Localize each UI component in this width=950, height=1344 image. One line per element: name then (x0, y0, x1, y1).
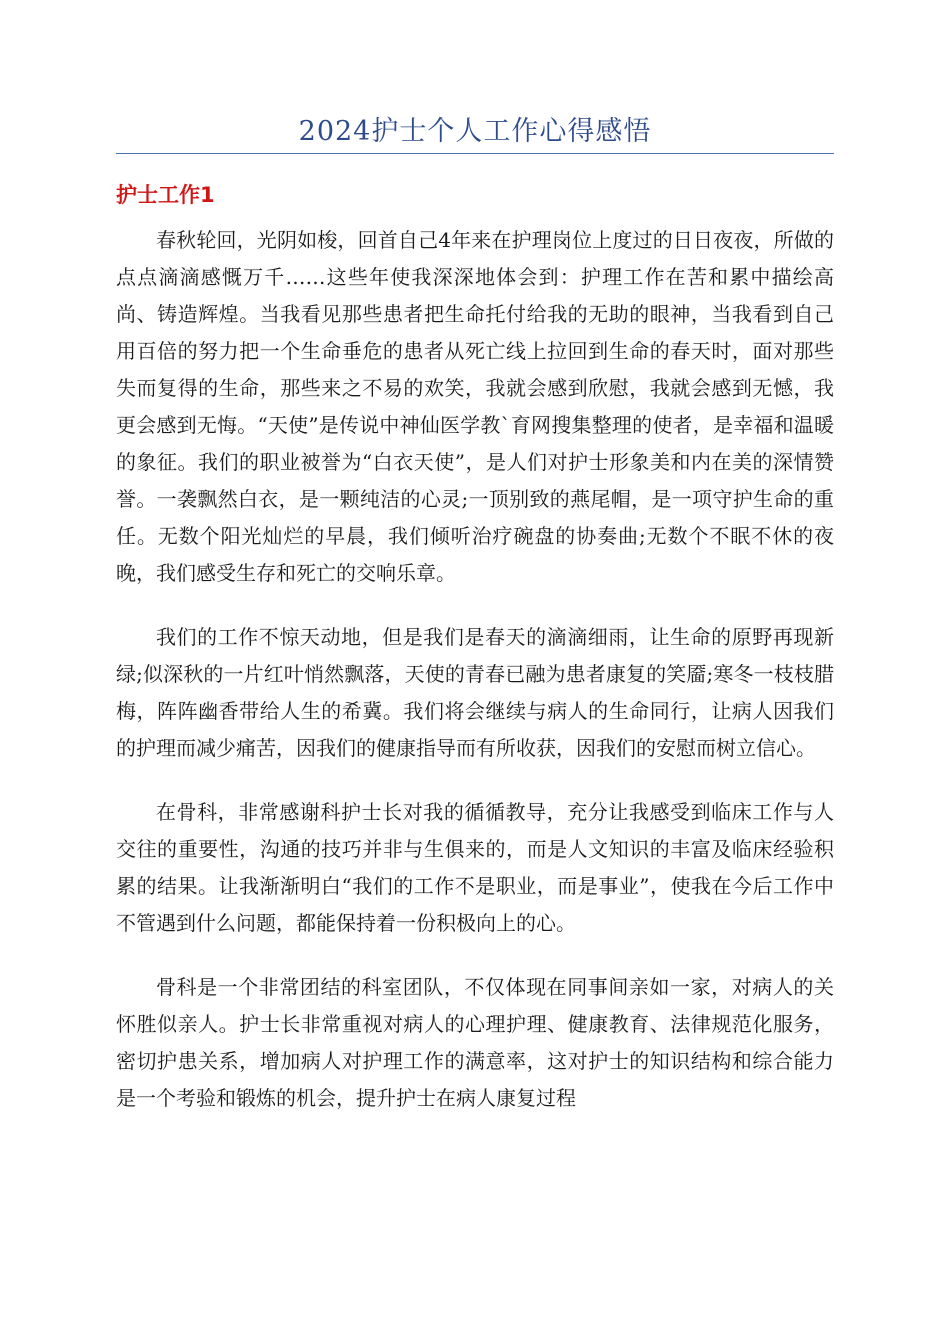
section-heading: 护士工作1 (116, 183, 215, 207)
title-underline (116, 153, 834, 154)
document-body (116, 222, 834, 1144)
document-title: 2024护士个人工作心得感悟 (298, 116, 652, 147)
paragraph-2: 我们的工作不惊天动地，但是我们是春天的滴滴细雨，让生命的原野再现新绿;似深秋的一片红叶悄然飘落，天使的青春已融为患者康复的笑靥;寒冬一枝枝腊梅，阵阵幽香带给人生的希冀。我们将会继续与病人的生命同行，让病人因我们的护理而减少痛苦，因我们的健康指导而有所收获，因我们的安慰而树立信心。 (116, 625, 834, 760)
paragraph-3: 在骨科，非常感谢科护士长对我的循循教导，充分让我感受到临床工作与人交往的重要性，沟通的技巧并非与生俱来的，而是人文知识的丰富及临床经验积累的结果。让我渐渐明白“我们的工作不是职业，而是事业”，使我在今后工作中不管遇到什么问题，都能保持着一份积极向上的心。 (116, 800, 834, 935)
paragraph-1: 春秋轮回，光阴如梭，回首自己4年来在护理岗位上度过的日日夜夜，所做的点点滴滴感慨万千……这些年使我深深地体会到：护理工作在苦和累中描绘高尚、铸造辉煌。当我看见那些患者把生命托付给我的无助的眼神，当我看到自己用百倍的努力把一个生命垂危的患者从死亡线上拉回到生命的春天时，面对那些失而复得的生命，那些来之不易的欢笑，我就会感到欣慰，我就会感到无憾，我更会感到无悔。“天使”是传说中神仙医学教`育网搜集整理的使者，是幸福和温暖的象征。我们的职业被誉为“白衣天使”，是人们对护士形象美和内在美的深情赞誉。一袭飘然白衣，是一颗纯洁的心灵;一顶别致的燕尾帽，是一项守护生命的重任。无数个阳光灿烂的早晨，我们倾听治疗碗盘的协奏曲;无数个不眠不休的夜晚，我们感受生存和死亡的交响乐章。 (116, 228, 834, 585)
paragraph-4: 骨科是一个非常团结的科室团队，不仅体现在同事间亲如一家，对病人的关怀胜似亲人。护士长非常重视对病人的心理护理、健康教育、法律规范化服务，密切护患关系，增加病人对护理工作的满意率，这对护士的知识结构和综合能力是一个考验和锻炼的机会，提升护士在病人康复过程 (116, 975, 834, 1110)
